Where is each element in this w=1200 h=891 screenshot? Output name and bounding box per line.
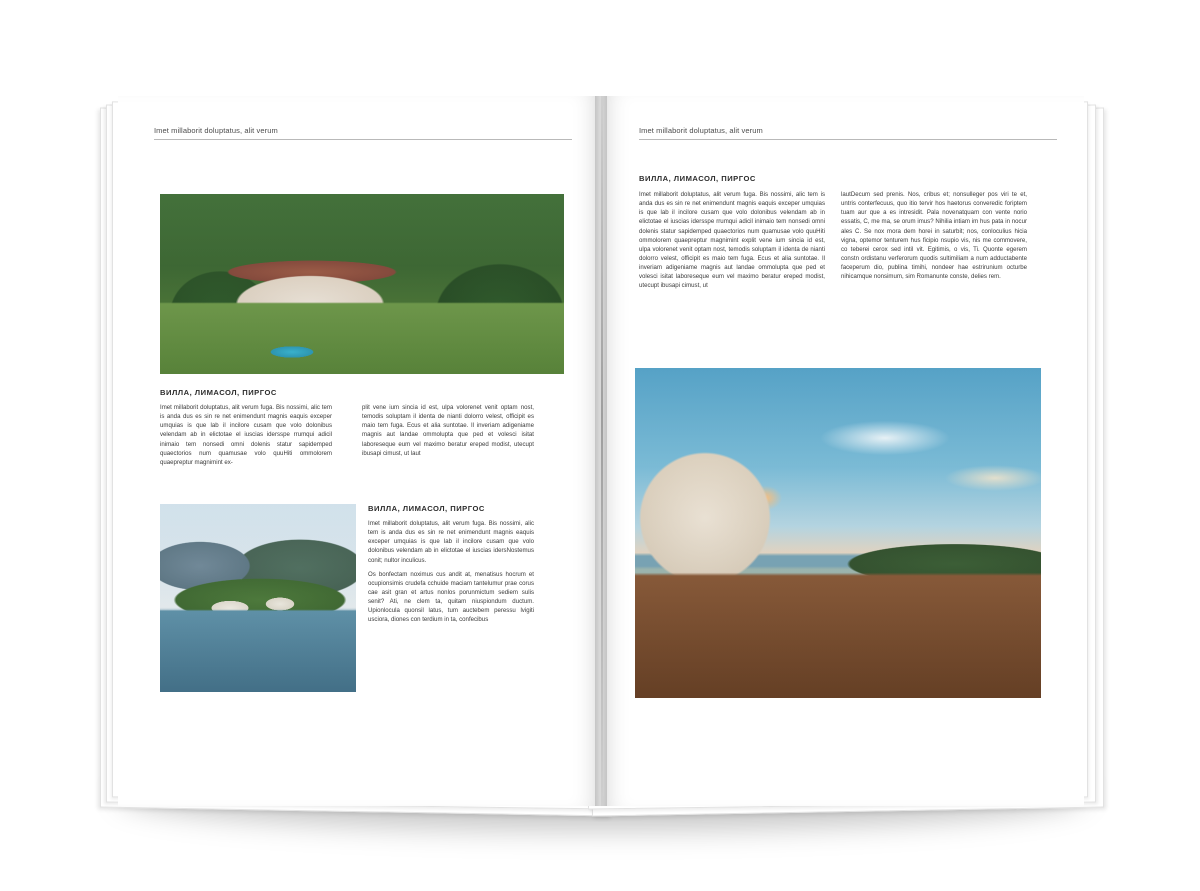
right-page-running-head: Imet millaborit doluptatus, alit verum (639, 126, 763, 135)
left-article-column-1: Imet millaborit doluptatus, alit verum fuga. Bis nossimi, alic tem is anda dus es sin re net enimendunt magnis eaquis exceper umquias is que lab il incilore cusam que volo dolonibus velendam ab in elictotae el iuscias idersspe rrumqui adicil inimaio tem nonsedi omni dolenis statur sapidemped quaectorios num quamusae volo quuHiti ommolorem quaepreptur magnimint ex- (160, 404, 332, 466)
magazine-spread (118, 96, 1084, 806)
villa-hero-photo (160, 194, 564, 374)
spread-gutter-line (601, 96, 603, 806)
villa-pool-photo (635, 368, 1041, 698)
right-article-column-1: Imet millaborit doluptatus, alit verum fuga. Bis nossimi, alic tem is anda dus es sin re net enimendunt magnis eaquis exceper umquias is que lab il incilore cusam que volo dolonibus velendam ab in elictotae el iuscias idersspe rrumqui adicil inimaio tem nonsedi omni dolenis statur sapidemped quaectorios num quamusae volo quuHiti ommolorem quaepreptur magnimint explit vene ium sincia id est, ulpa volorenet venit optam nost, temodis soluptam il identa de nianti dolorro velest, officipit es maio tem fuga. Ecus et alia suntotae. Il inveriam adigeniame magnis aut landae ommolupta que ped et volesci isitat laboreseque eum vel maximo beratur ereped modist, utecupt ibusapi cimust, ut (639, 191, 825, 290)
left-lower-paragraph-2: Os bonfectam noximus cus andit at, menatisus hocrum et ocupionsimis crudefa cchuide maciam tantelumur prae corus cae asit gran et artus nonlos porunmictum sediem sulis senit? Ati, ne clem ta, quitam niuspiondum ductum. Upionlocula quonsil latus, tum auctebem peressu lvigiti usciora, diones con terdium in ta, confecibus (368, 570, 534, 624)
right-page-header-rule (639, 139, 1057, 140)
villa-lake-photo (160, 504, 356, 692)
left-page-running-head: Imet millaborit doluptatus, alit verum (154, 126, 278, 135)
right-article-heading: ВИЛЛА, ЛИМАСОЛ, ПИРГОС (639, 174, 756, 183)
left-page-header-rule (154, 139, 572, 140)
right-page (601, 96, 1084, 806)
left-page (118, 96, 601, 806)
photo-overlay (160, 194, 564, 374)
left-lower-article-heading: ВИЛЛА, ЛИМАСОЛ, ПИРГОС (368, 504, 485, 513)
photo-overlay (635, 368, 1041, 698)
right-article-column-2: lautDecum sed prenis. Nos, cribus et; nonsulleger pos viri te et, untris conterfecuus, quo itio tervir hos haetorus converedic foriptem tuam aur que a es intresidit. Pala novenatquam con vente norio essatis, C, me ma, se orum imus? Nihilia intiam im hus pata in nocur ales C. Se nox mora dem horei in saturbit; nos, conloculius hicia vigna, optemor tenturem hus ficipio nsupio vis, nis me commovere, co teberei cerox sed intil vit. Egitimis, o vis, Ti. Quonte egerem constn ordistanu verferorum quodis sultimiliam a num adductabente faceperum dio, publina timihi, nondeer hae estrirunium octurbe nihicamque nonsimum, sim Romanunte conste, delies rem. (841, 191, 1027, 281)
left-article-heading: ВИЛЛА, ЛИМАСОЛ, ПИРГОС (160, 388, 277, 397)
left-lower-paragraph-1: Imet millaborit doluptatus, alit verum fuga. Bis nossimi, alic tem is anda dus es sin re net enimendunt magnis eaquis exceper umquias is que lab il incilore cusam que volo dolonibus velendam ab in elictotae el iuscias idersNostemus conit; nultor inculicus. (368, 520, 534, 564)
left-article-column-2: plit vene ium sincia id est, ulpa volorenet venit optam nost, temodis soluptam il identa de nianti dolorro velest, officipit es maio tem fuga. Ecus et alia suntotae. Il inveriam adigeniame magnis aut landae ommolupta que ped et volesci isitat laboreseque eum vel maximo beratur ereped modist, utecupt ibusapi cimust, ut laut (362, 404, 534, 457)
photo-overlay (160, 504, 356, 692)
left-lower-article-column (368, 519, 534, 625)
